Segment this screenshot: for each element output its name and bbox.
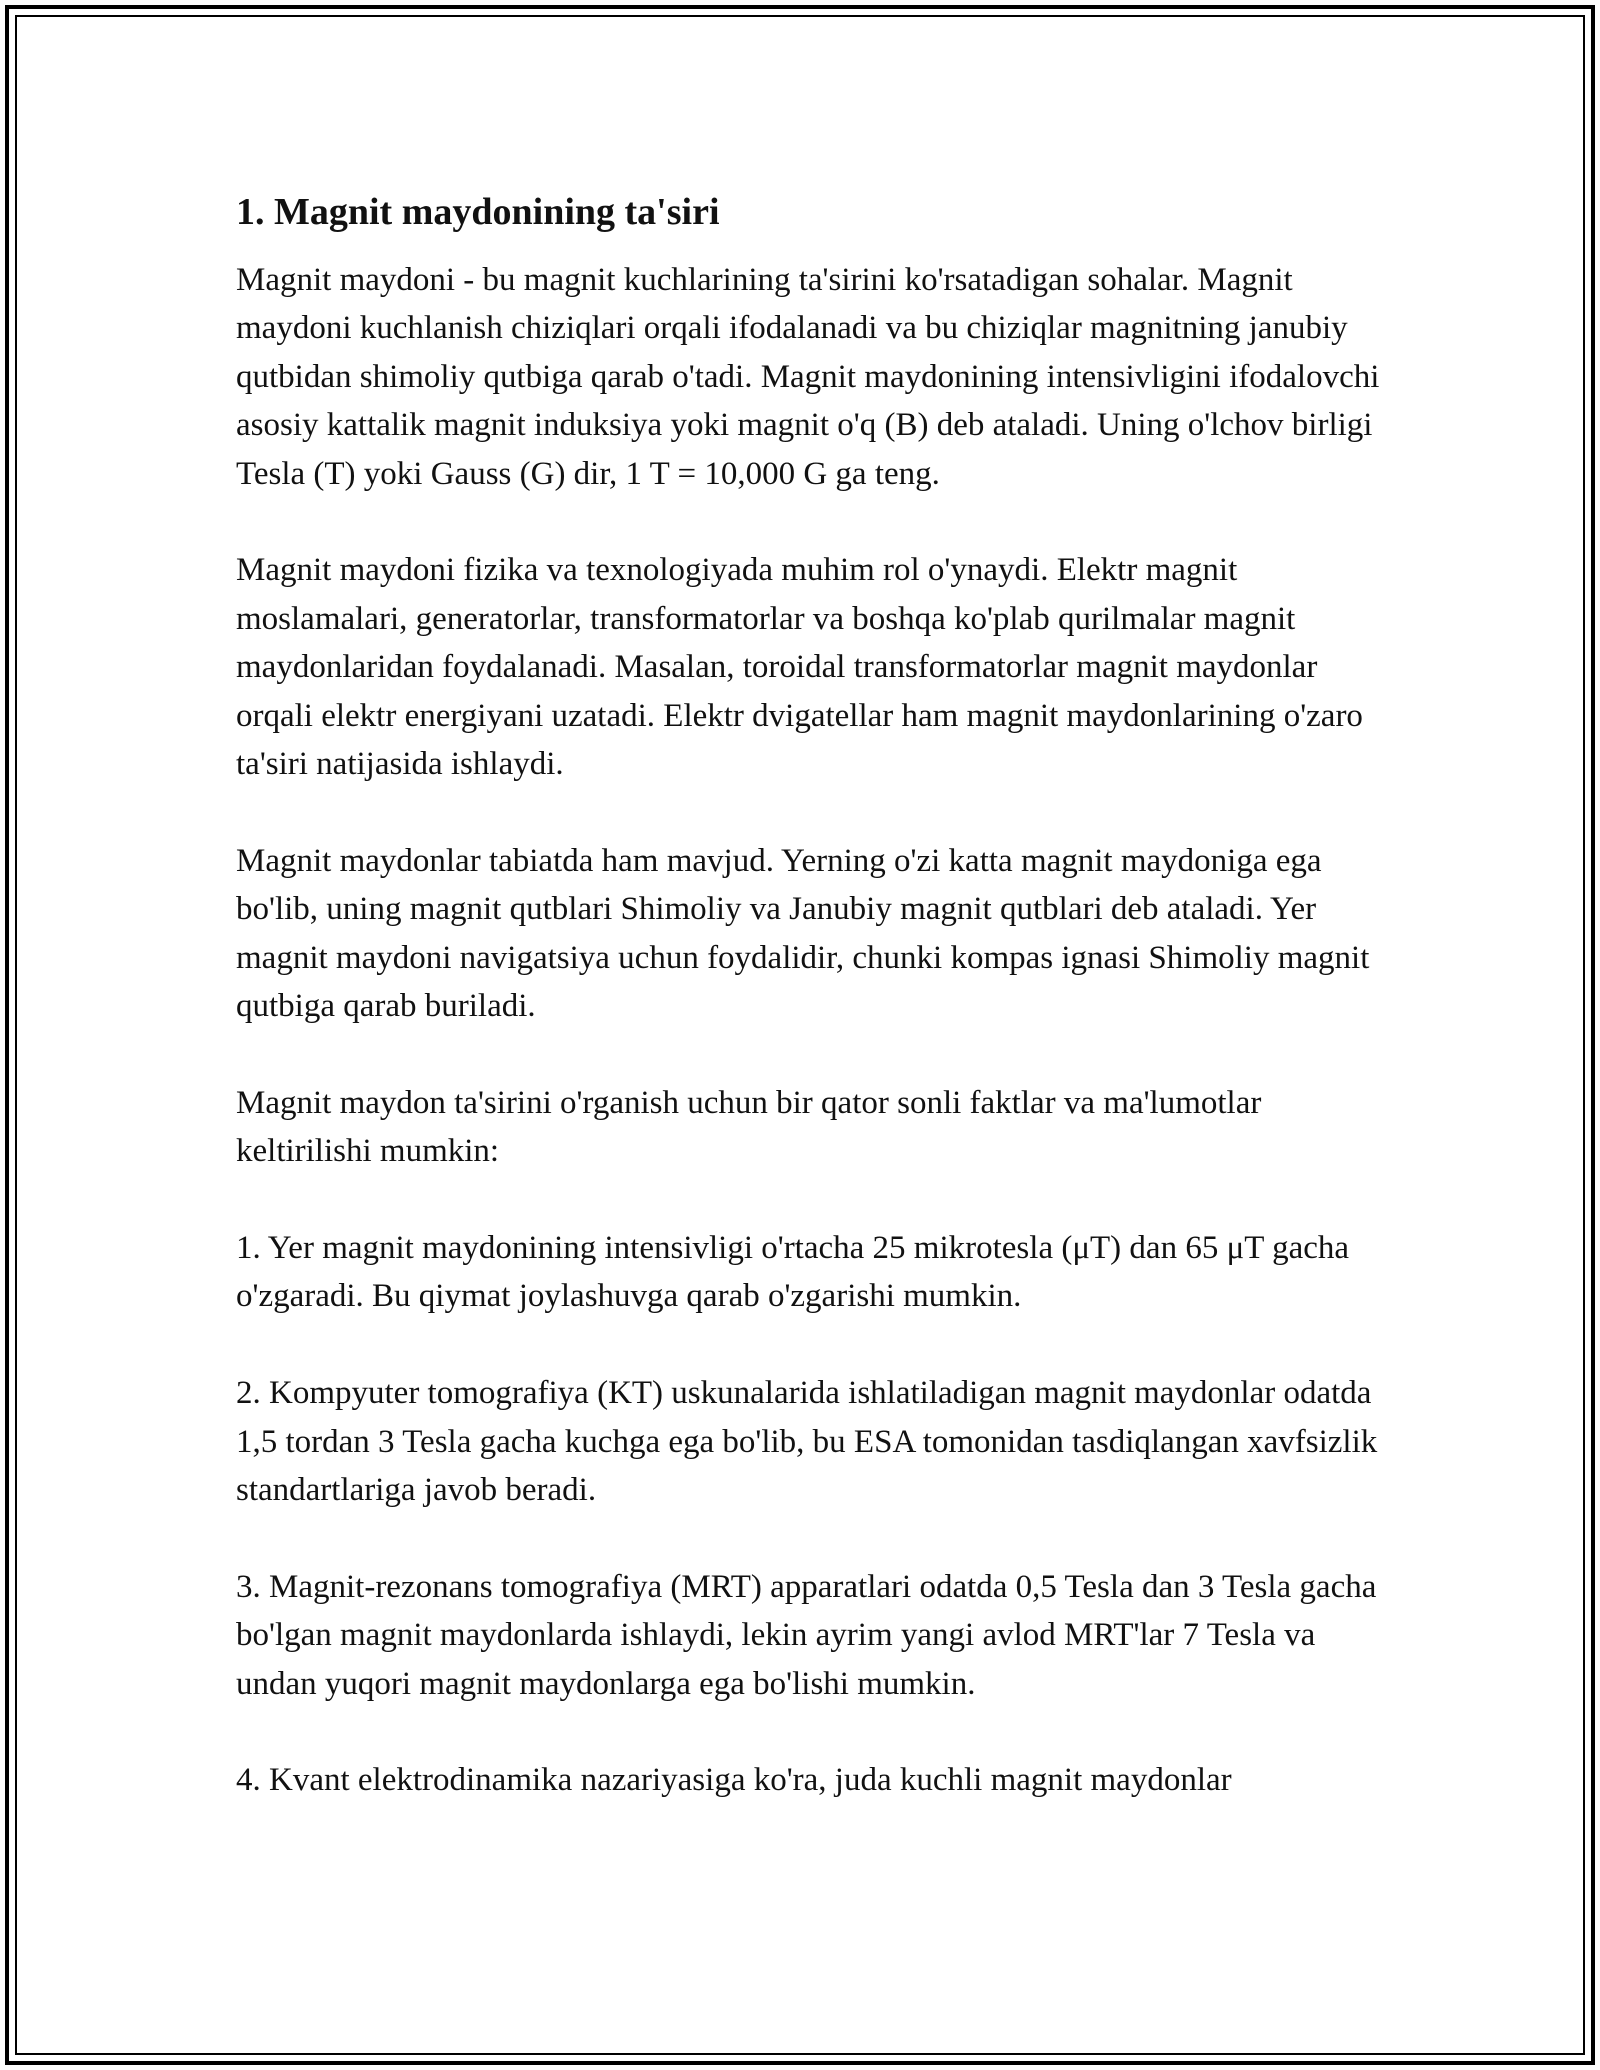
paragraph-intro: Magnit maydoni - bu magnit kuchlarining ta'sirini ko'rsatadigan sohalar. Magnit maydoni kuchlanish chiziqlari orqali ifodalanadi va bu chiziqlar magnitning janubiy qutbidan shimoliy qutbiga qarab o'tadi. Magnit maydonining intensivligini ifodalovchi asosiy kattalik magnit induksiya yoki magnit o'q (B) deb ataladi. Uning o'lchov birligi Tesla (T) yoki Gauss (G) dir, 1 T = 10,000 G ga teng. [236,262,1380,492]
fact-item-2: 2. Kompyuter tomografiya (KT) uskunalarida ishlatiladigan magnit maydonlar odatda 1,5 tordan 3 Tesla gacha kuchga ega bo'lib, bu ESA tomonidan tasdiqlangan xavfsizlik standartlariga javob beradi. [236,1375,1378,1509]
paragraph-nature: Magnit maydonlar tabiatda ham mavjud. Yerning o'zi katta magnit maydoniga ega bo'lib, uning magnit qutblari Shimoliy va Janubiy magnit qutblari deb ataladi. Yer magnit maydoni navigatsiya uchun foydalidir, chunki kompas ignasi Shimoliy magnit qutbiga qarab buriladi. [236,842,1370,1025]
fact-item-4: 4. Kvant elektrodinamika nazariyasiga ko'ra, juda kuchli magnit maydonlar [236,1762,1232,1799]
paragraph-technology: Magnit maydoni fizika va texnologiyada muhim rol o'ynaydi. Elektr magnit moslamalari, generatorlar, transformatorlar va boshqa ko'plab qurilmalar magnit maydonlaridan foydalanadi. Masalan, toroidal transformatorlar magnit maydonlar orqali elektr energiyani uzatadi. Elektr dvigatellar ham magnit maydonlarining o'zaro ta'siri natijasida ishlaydi. [236,552,1363,783]
fact-item-3: 3. Magnit-rezonans tomografiya (MRT) apparatlari odatda 0,5 Tesla dan 3 Tesla gacha bo'lgan magnit maydonlarda ishlaydi, lekin ayrim yangi avlod MRT'lar 7 Tesla va undan yuqori magnit maydonlarga ega bo'lishi mumkin. [236,1568,1377,1702]
fact-item-1: 1. Yer magnit maydonining intensivligi o'rtacha 25 mikrotesla (μT) dan 65 μT gacha o'zgaradi. Bu qiymat joylashuvga qarab o'zgarishi mumkin. [236,1230,1350,1315]
document-body [236,188,1386,1853]
paragraph-facts-intro: Magnit maydon ta'sirini o'rganish uchun bir qator sonli faktlar va ma'lumotlar keltirilishi mumkin: [236,1084,1262,1170]
section-heading: 1. Magnit maydonining ta'siri [236,191,720,233]
